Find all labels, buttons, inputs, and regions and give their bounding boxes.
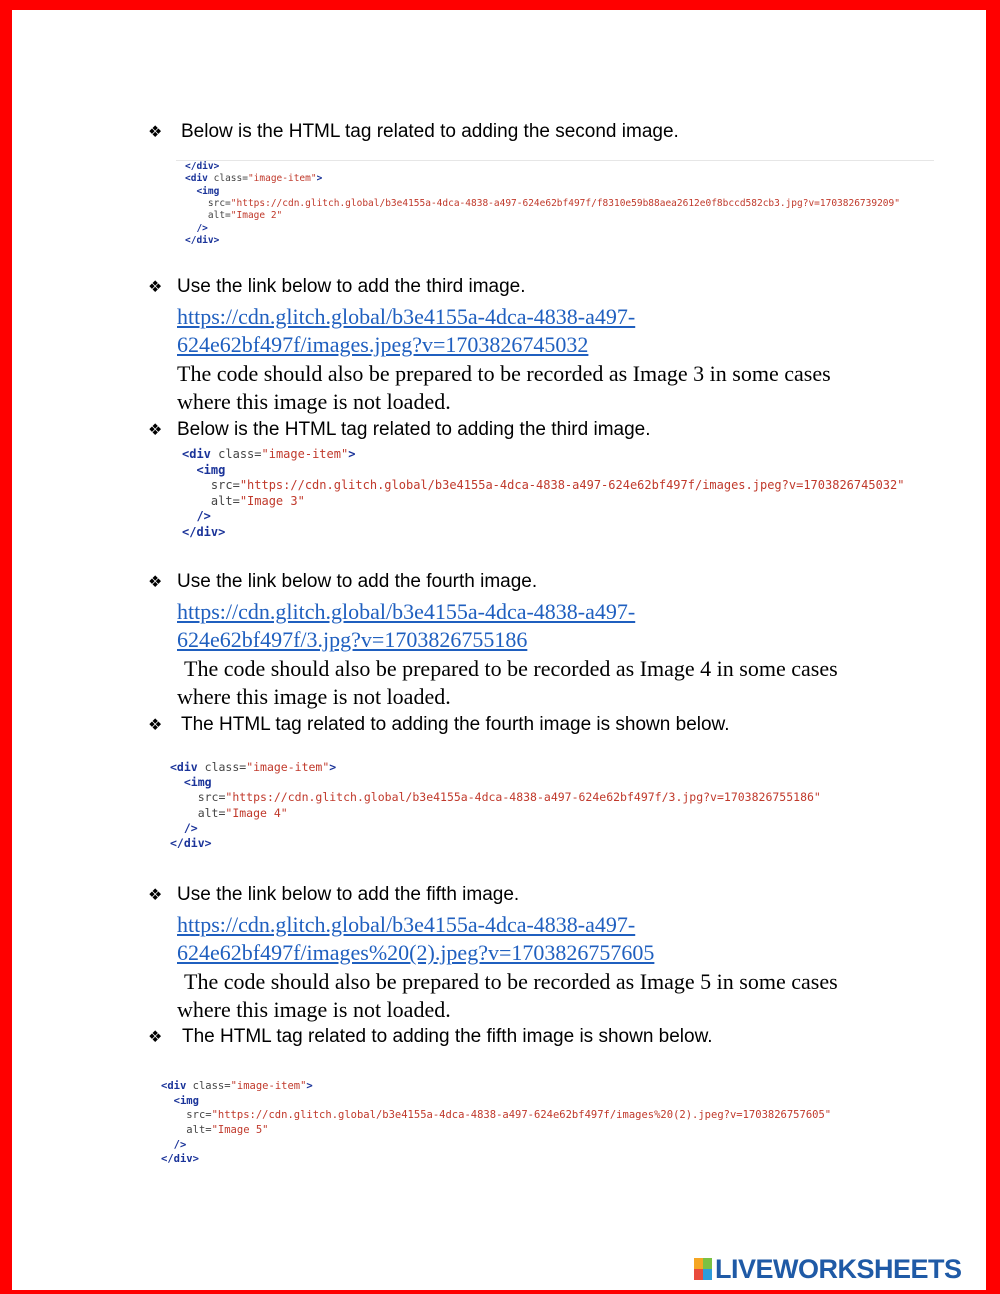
code-alt-attr: alt= — [186, 1124, 212, 1137]
code-src-value: "https://cdn.glitch.global/b3e4155a-4dca-4838-a497-624e62bf497f/3.jpg?v=1703826755186" — [225, 790, 821, 805]
bullet-icon: ❖ — [148, 885, 163, 904]
code-alt-value: "Image 3" — [239, 493, 305, 508]
code-src-attr: src= — [210, 478, 240, 493]
code-class-value: "image-item" — [247, 173, 317, 185]
code-div-open: <div — [182, 447, 211, 461]
code-alt-attr: alt= — [207, 210, 231, 222]
code-class-attr: class= — [218, 447, 262, 461]
code-self-close: /> — [196, 509, 211, 524]
bullet-icon: ❖ — [148, 420, 163, 439]
code-bracket: > — [316, 173, 323, 185]
code-img-tag: <img — [183, 775, 212, 790]
fourth-note-line1: The code should also be prepared to be recorded as Image 4 in some cases — [184, 656, 838, 681]
code-close-div: </div> — [161, 1153, 199, 1166]
code-self-close: /> — [196, 222, 208, 234]
fifth-image-link-line1[interactable]: https://cdn.glitch.global/b3e4155a-4dca-4838-a497- — [177, 912, 636, 937]
fourth-image-code-block — [170, 760, 821, 851]
code-class-attr: class= — [204, 760, 247, 774]
fifth-note-line1: The code should also be prepared to be recorded as Image 5 in some cases — [184, 969, 838, 994]
code-alt-value: "Image 4" — [225, 805, 288, 820]
code-alt-value: "Image 5" — [211, 1124, 269, 1137]
liveworksheets-logo[interactable] — [694, 1253, 962, 1284]
third-image-code-block — [182, 447, 904, 541]
code-class-attr: class= — [213, 173, 248, 185]
third-tag-instruction: Below is the HTML tag related to adding the third image. — [177, 419, 651, 440]
fifth-tag-instruction: The HTML tag related to adding the fifth image is shown below. — [182, 1026, 713, 1047]
code-close-div: </div> — [185, 161, 220, 172]
code-alt-attr: alt= — [197, 805, 226, 820]
code-src-value: "https://cdn.glitch.global/b3e4155a-4dca-4838-a497-624e62bf497f/images%20(2).jpeg?v=1703826757605" — [211, 1109, 832, 1122]
code-img-tag: <img — [196, 185, 220, 197]
code-class-value: "image-item" — [246, 760, 330, 774]
third-link-instruction: Use the link below to add the third image. — [177, 276, 526, 297]
code-self-close: /> — [173, 1138, 187, 1151]
code-src-value: "https://cdn.glitch.global/b3e4155a-4dca-4838-a497-624e62bf497f/images.jpeg?v=1703826745032" — [239, 478, 905, 493]
code-div-open: <div — [170, 760, 198, 774]
fourth-image-link-line1[interactable]: https://cdn.glitch.global/b3e4155a-4dca-4838-a497- — [177, 599, 636, 624]
second-tag-instruction: Below is the HTML tag related to adding the second image. — [181, 121, 679, 142]
code-bracket: > — [348, 447, 356, 461]
fifth-image-code-block — [161, 1079, 831, 1167]
logo-text: LIVEWORKSHEETS — [715, 1253, 962, 1284]
bullet-icon: ❖ — [148, 277, 163, 296]
fifth-note-line2: where this image is not loaded. — [177, 997, 451, 1022]
third-image-link-line2[interactable]: 624e62bf497f/images.jpeg?v=1703826745032 — [177, 332, 589, 357]
fourth-note-line2: where this image is not loaded. — [177, 684, 451, 709]
code-close-div: </div> — [170, 835, 212, 850]
code-self-close: /> — [183, 820, 198, 835]
code-bracket: > — [329, 760, 337, 774]
liveworksheets-logo-icon — [694, 1258, 712, 1280]
fifth-link-instruction: Use the link below to add the fifth image. — [177, 884, 520, 905]
second-image-code-block — [185, 161, 900, 247]
bullet-icon: ❖ — [148, 122, 163, 141]
code-bracket: > — [306, 1080, 313, 1092]
code-class-value: "image-item" — [261, 447, 349, 461]
code-src-attr: src= — [197, 790, 226, 805]
code-src-value: "https://cdn.glitch.global/b3e4155a-4dca-4838-a497-624e62bf497f/f8310e59b88aea2612e0f8bccd582cb3.jpg?v=1703826739209" — [230, 198, 900, 210]
code-div-open: <div — [185, 173, 208, 185]
third-note-line1: The code should also be prepared to be recorded as Image 3 in some cases — [177, 361, 831, 386]
fourth-link-instruction: Use the link below to add the fourth image. — [177, 571, 538, 592]
code-alt-attr: alt= — [210, 493, 240, 508]
code-alt-value: "Image 2" — [230, 210, 283, 222]
bullet-icon: ❖ — [148, 1027, 163, 1046]
fifth-image-link-line2[interactable]: 624e62bf497f/images%20(2).jpeg?v=1703826757605 — [177, 940, 655, 965]
code-div-open: <div — [161, 1080, 187, 1092]
third-image-link-line1[interactable]: https://cdn.glitch.global/b3e4155a-4dca-4838-a497- — [177, 304, 636, 329]
bullet-icon: ❖ — [148, 715, 163, 734]
code-class-attr: class= — [192, 1080, 231, 1092]
code-close-div: </div> — [182, 524, 226, 539]
code-src-attr: src= — [186, 1109, 212, 1122]
code-class-value: "image-item" — [230, 1080, 307, 1092]
code-src-attr: src= — [207, 198, 231, 210]
fourth-tag-instruction: The HTML tag related to adding the fourth image is shown below. — [181, 714, 730, 735]
code-img-tag: <img — [173, 1094, 199, 1107]
fourth-image-link-line2[interactable]: 624e62bf497f/3.jpg?v=1703826755186 — [177, 627, 528, 652]
code-close-div: </div> — [185, 235, 220, 247]
bullet-icon: ❖ — [148, 572, 163, 591]
third-note-line2: where this image is not loaded. — [177, 389, 451, 414]
code-img-tag: <img — [196, 462, 226, 477]
